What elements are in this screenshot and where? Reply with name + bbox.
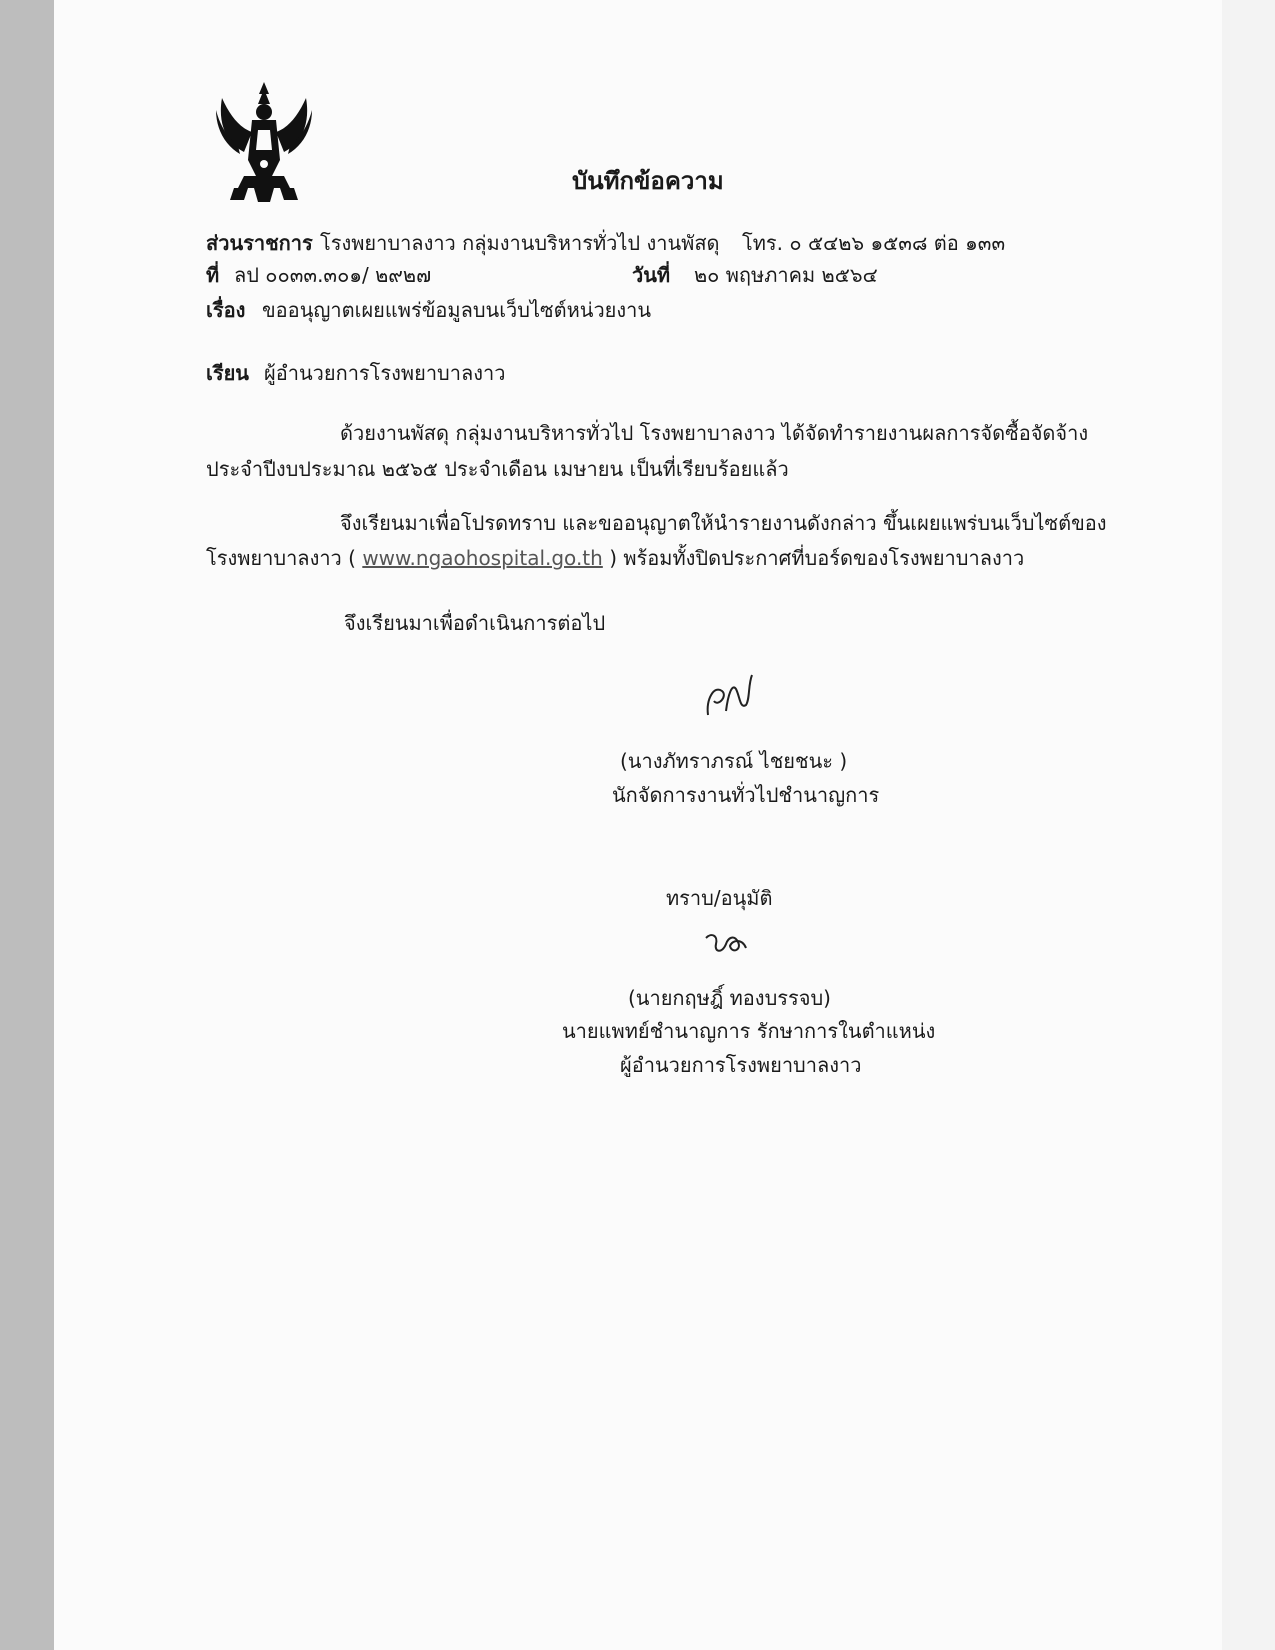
phone-number: โทร. ๐ ๕๔๒๖ ๑๕๓๘ ต่อ ๑๓๓ — [742, 231, 1006, 255]
signature-2-mark — [702, 928, 750, 960]
memo-title: บันทึกข้อความ — [572, 167, 724, 195]
date-label: วันที่ — [632, 263, 671, 287]
to-label: เรียน — [206, 361, 249, 385]
approver-name: (นายกฤษฎิ์ ทองบรรจบ) — [628, 986, 831, 1010]
garuda-emblem-icon — [214, 80, 314, 202]
para2-line1: จึงเรียนมาเพื่อโปรดทราบ และขออนุญาตให้นำรายงานดังกล่าว ขึ้นเผยแพร่บนเว็บไซต์ของ — [340, 511, 1107, 535]
approver-position-line2: ผู้อำนวยการโรงพยาบาลงาว — [620, 1053, 862, 1077]
agency-label: ส่วนราชการ — [206, 231, 313, 255]
signer1-name: (นางภัทราภรณ์ ไชยชนะ ) — [620, 749, 848, 773]
scan-edge-right — [1222, 0, 1275, 1650]
subject-value: ขออนุญาตเผยแพร่ข้อมูลบนเว็บไซต์หน่วยงาน — [262, 298, 652, 322]
para3: จึงเรียนมาเพื่อดำเนินการต่อไป — [344, 611, 606, 635]
signature-1-mark — [700, 665, 760, 721]
para2-line2-pre: โรงพยาบาลงาว ( — [206, 546, 356, 570]
para2-line2 — [206, 545, 1024, 571]
para1-line1: ด้วยงานพัสดุ กลุ่มงานบริหารทั่วไป โรงพยาบาลงาว ได้จัดทำรายงานผลการจัดซื้อจัดจ้าง — [340, 421, 1089, 445]
scan-edge-left — [0, 0, 54, 1650]
subject-label: เรื่อง — [206, 298, 246, 322]
ref-value: ลป ๐๐๓๓.๓๐๑/ ๒๙๒๗ — [234, 263, 432, 287]
approval-label: ทราบ/อนุมัติ — [666, 886, 773, 910]
ref-label: ที่ — [206, 263, 220, 287]
website-link[interactable]: www.ngaohospital.go.th — [362, 546, 603, 570]
para1-line2: ประจำปีงบประมาณ ๒๕๖๕ ประจำเดือน เมษายน เป็นที่เรียบร้อยแล้ว — [206, 457, 789, 481]
para2-line2-post: ) พร้อมทั้งปิดประกาศที่บอร์ดของโรงพยาบาลงาว — [609, 546, 1025, 570]
date-value: ๒๐ พฤษภาคม ๒๕๖๔ — [694, 263, 878, 287]
approver-position-line1: นายแพทย์ชำนาญการ รักษาการในตำแหน่ง — [562, 1019, 936, 1043]
to-value: ผู้อำนวยการโรงพยาบาลงาว — [264, 361, 506, 385]
agency-value: โรงพยาบาลงาว กลุ่มงานบริหารทั่วไป งานพัสดุ — [320, 231, 720, 255]
signer1-position: นักจัดการงานทั่วไปชำนาญการ — [612, 783, 880, 807]
